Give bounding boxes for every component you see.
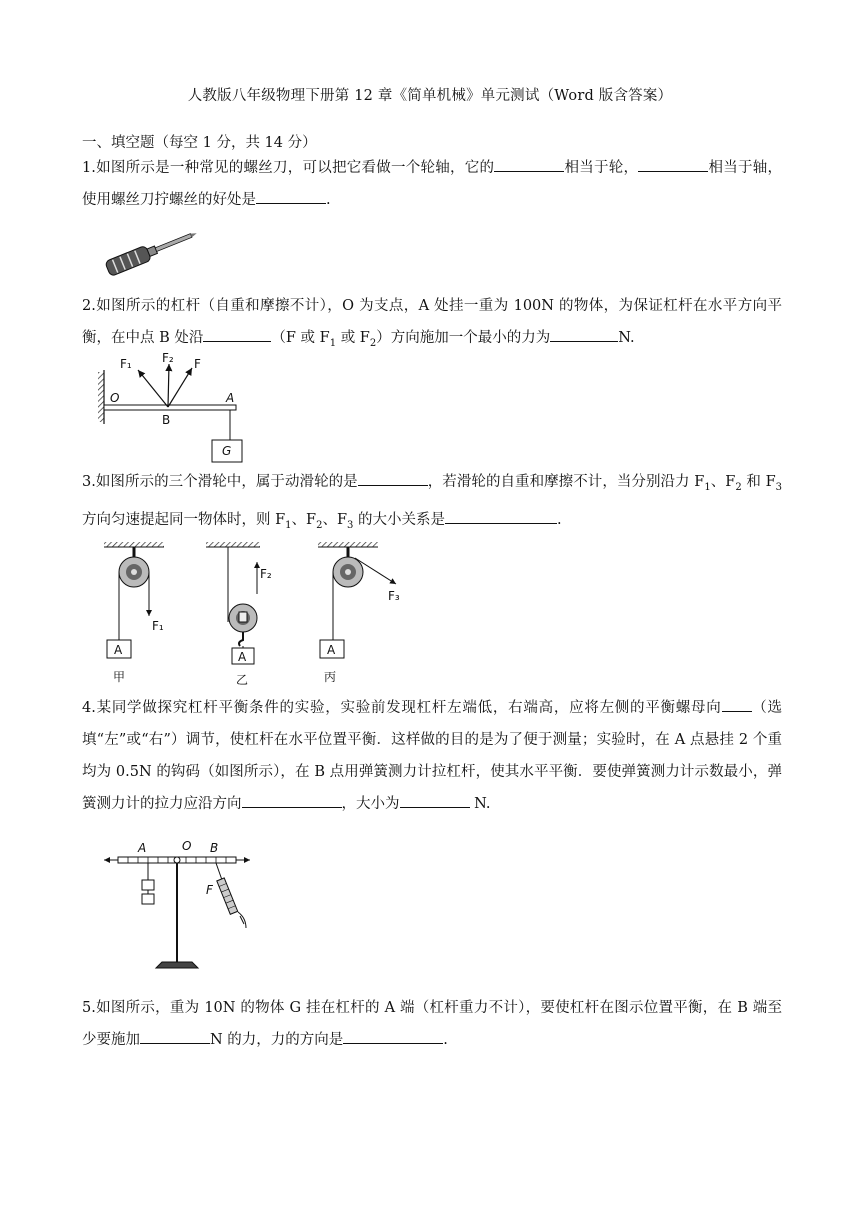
q3-sub: 1	[285, 519, 292, 531]
q2-text-c: N.	[618, 330, 635, 346]
q3-sub: 1	[704, 481, 711, 493]
block-a: A	[114, 643, 123, 657]
answer-blank[interactable]	[343, 1029, 443, 1044]
q1-text-b: 相当于轮，	[564, 160, 639, 176]
q3-text-g: 、F	[322, 511, 348, 528]
q3-text-a: 3.如图所示的三个滑轮中，属于动滑轮的是	[82, 474, 358, 490]
q3-text-c: 、F	[710, 474, 736, 490]
q4-text-c: ，大小为	[341, 796, 400, 812]
q4-text-b: （选填“左”或“右”）调节，使杠杆在水平位置平衡．这样做的目的是为了便于测量；实验时，在 A 点悬挂 2 个重均为 0.5N 的钩码（如图所示），在 B 点用弹簧测力计拉杠杆，使其水平平衡．要使弹簧测力计示数最小，弹簧测力计的拉力应沿方向	[82, 700, 782, 812]
question-4	[82, 692, 782, 820]
question-5	[82, 992, 782, 1056]
answer-blank[interactable]	[242, 793, 342, 808]
question-1	[82, 152, 782, 216]
page-title: 人教版八年级物理下册第 12 章《简单机械》单元测试（Word 版含答案）	[187, 88, 673, 104]
q3-text-b: ，若滑轮的自重和摩擦不计，当分别沿力 F	[427, 474, 705, 490]
label-o: O	[182, 839, 192, 853]
q5-text-a: 5.如图所示，重为 10N 的物体 G 挂在杠杆的 A 端（杠杆重力不计），要使杠杆在图示位置平衡，在 B 端至少要施加	[82, 1000, 782, 1048]
screwdriver-figure	[100, 226, 200, 276]
label-b: B	[210, 841, 219, 855]
q4-text-a: 4.某同学做探究杠杆平衡条件的实验，实验前发现杠杆左端低，右端高，应将左侧的平衡螺母向	[82, 700, 722, 716]
label-f3: F₃	[388, 589, 400, 603]
q3-sub: 3	[775, 481, 783, 493]
answer-blank[interactable]	[638, 157, 708, 172]
q3-sub: 3	[347, 519, 354, 531]
section-heading: 一、填空题（每空 1 分，共 14 分）	[82, 135, 317, 151]
label-f1: F₁	[120, 357, 132, 371]
lever-apparatus-figure	[100, 836, 260, 972]
answer-blank[interactable]	[445, 509, 557, 524]
q3-text-e: 方向匀速提起同一物体时，则 F	[82, 511, 286, 528]
pulleys-figure	[100, 536, 420, 686]
q3-sub: 2	[316, 519, 323, 531]
q1-text-d: .	[326, 192, 331, 208]
label-a: A	[138, 841, 147, 855]
q2-text-b2: 或 F	[336, 330, 370, 346]
label-b: B	[162, 413, 171, 427]
label-bing: 丙	[324, 670, 337, 684]
label-yi: 乙	[236, 673, 249, 687]
q1-text-a: 1.如图所示是一种常见的螺丝刀，可以把它看做一个轮轴，它的	[82, 160, 495, 176]
label-f2: F₂	[260, 567, 272, 581]
answer-blank[interactable]	[140, 1029, 210, 1044]
q2-sub: 1	[329, 337, 337, 349]
label-f2: F₂	[162, 351, 174, 365]
label-o: O	[110, 391, 120, 405]
q4-text-d: N.	[469, 796, 491, 812]
block-a: A	[327, 643, 336, 657]
q1-text-c: 相当于轴，使用螺丝刀拧螺丝的好处是	[82, 160, 783, 208]
block-a: A	[238, 650, 247, 664]
label-a: A	[226, 391, 235, 405]
q2-text-b: （F 或 F	[271, 330, 330, 346]
answer-blank[interactable]	[358, 471, 428, 486]
q2-sub: 2	[369, 337, 377, 349]
q2-text-b4: ）方向施加一个最小的力为	[376, 330, 551, 346]
q3-text-i: .	[557, 511, 562, 528]
q3-text-h: 的大小关系是	[353, 511, 446, 528]
label-f: F	[194, 357, 201, 371]
question-2	[82, 290, 782, 360]
label-jia: 甲	[113, 670, 126, 684]
q5-text-c: .	[443, 1032, 448, 1048]
answer-blank[interactable]	[203, 327, 271, 342]
q3-text-f: 、F	[291, 511, 317, 528]
answer-blank[interactable]	[722, 697, 752, 712]
q3-text-d: 和 F	[741, 474, 776, 490]
lever-figure-q2	[96, 352, 246, 467]
answer-blank[interactable]	[550, 327, 618, 342]
answer-blank[interactable]	[256, 189, 326, 204]
label-f1: F₁	[152, 619, 164, 633]
question-3	[82, 466, 782, 542]
answer-blank[interactable]	[494, 157, 564, 172]
answer-blank[interactable]	[400, 793, 470, 808]
label-f: F	[206, 883, 213, 897]
q2-text-a: 2.如图所示的杠杆（自重和摩擦不计），O 为支点，A 处挂一重为 100N 的物体，为保证杠杆在水平方向平衡，在中点 B 处沿	[82, 298, 782, 346]
q3-sub: 2	[735, 481, 742, 493]
q5-text-b: N 的力，力的方向是	[210, 1032, 344, 1048]
label-g: G	[222, 444, 232, 458]
